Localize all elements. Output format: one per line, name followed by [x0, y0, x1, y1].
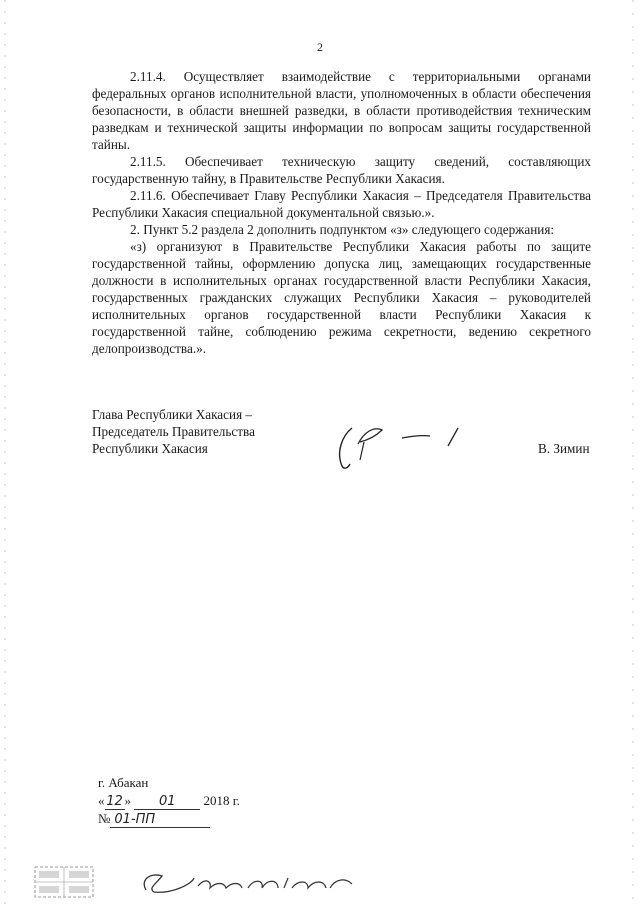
- paragraph-item-2: 2. Пункт 5.2 раздела 2 дополнить подпунктом «з» следующего содержания:: [130, 222, 555, 237]
- signatory-title-line-3: Республики Хакасия: [92, 441, 208, 456]
- scan-edge-left: [4, 0, 6, 905]
- close-quote: »: [124, 793, 131, 808]
- number-line: [98, 810, 240, 828]
- paragraph-2-11-6: 2.11.6. Обеспечивает Главу Республики Хакасия – Председателя Правительства Республики Хакасия специальной документальной связью.».: [92, 188, 591, 220]
- city: г. Абакан: [98, 775, 149, 790]
- date-line: [98, 792, 240, 810]
- paragraph-subitem-z: «з) организуют в Правительстве Республики Хакасия работы по защите государственной тайны, оформлению допуска лиц, замещающих государственные должности в исполнительных органах государственной власти Республики Хакасия, государственных гражданских служащих Республики Хакасия – руководителей исполнительных органов государственной власти Республики Хакасия к государственной тайне, соблюдению режима секретности, ведению секретного делопроизводства.».: [92, 239, 591, 356]
- paragraph-2-11-5: 2.11.5. Обеспечивает техническую защиту сведений, составляющих государственную тайну, в Правительстве Республики Хакасия.: [92, 154, 591, 186]
- page-number: 2: [317, 40, 323, 54]
- date-day: 12: [106, 794, 123, 809]
- signatory-title-line-2: Председатель Правительства: [92, 424, 255, 439]
- date-month: 01: [134, 795, 200, 810]
- number-sign: №: [98, 811, 111, 826]
- registration-stamp: [34, 866, 94, 898]
- scan-edge-right: [632, 0, 634, 905]
- signatory-title-line-1: Глава Республики Хакасия –: [92, 407, 253, 422]
- signatory-title: [92, 406, 255, 457]
- approval-signature: [132, 866, 362, 900]
- date-year: 2018 г.: [203, 793, 240, 808]
- handwritten-signature: [330, 418, 480, 478]
- paragraph-2-11-4: 2.11.4. Осуществляет взаимодействие с территориальными органами федеральных органов исполнительной власти, уполномоченных в области обеспечения безопасности, в области внешней разведки, в области противодействия техническим разведкам и технической защиты информации по вопросам защиты государственной тайны.: [92, 69, 591, 152]
- signatory-name: В. Зимин: [538, 441, 590, 456]
- document-body: [92, 68, 591, 357]
- open-quote: «: [98, 793, 105, 808]
- place-and-date: [98, 774, 240, 828]
- document-number: 01-ПП: [110, 813, 210, 828]
